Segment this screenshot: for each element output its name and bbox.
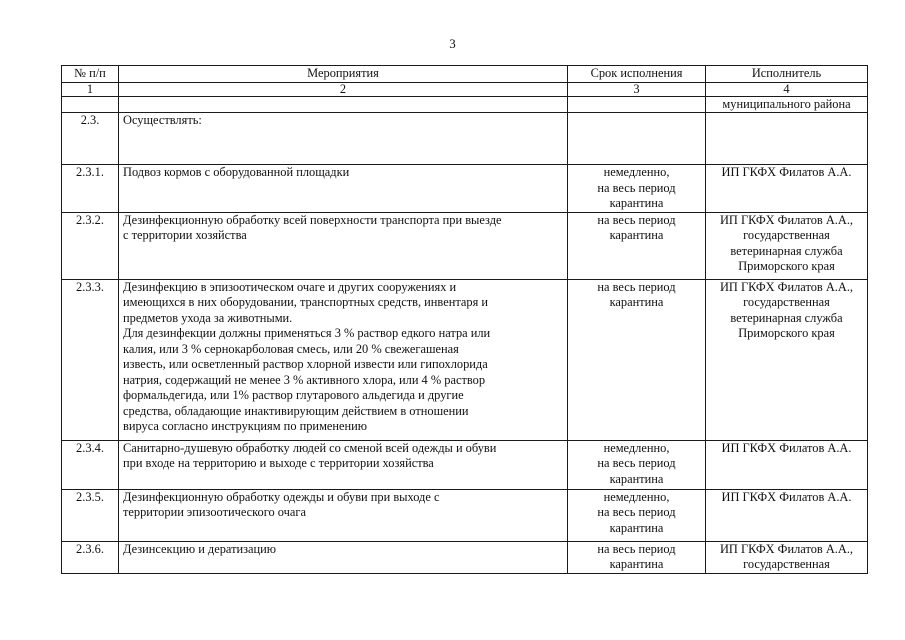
deadline-cell <box>568 113 706 165</box>
activity-line: известь, или осветленный раствор хлорной извести или гипохлорида <box>123 357 488 371</box>
activity-line: вируса согласно инструкциям по применению <box>123 419 368 433</box>
row-number: 2.3.2. <box>62 212 119 279</box>
row-number <box>62 96 119 113</box>
table-row <box>62 113 868 165</box>
table-row <box>62 165 868 213</box>
deadline-line: карантина <box>609 196 664 210</box>
executor-line: государственная <box>743 295 830 309</box>
table-row <box>62 279 868 440</box>
activity-line: формальдегида, или 1% раствор глутарового альдегида и другие <box>123 388 464 402</box>
activity-line: Дезинфекционную обработку одежды и обуви при выходе с <box>123 489 440 504</box>
column-number: 2 <box>119 82 568 96</box>
deadline-cell <box>568 279 706 440</box>
executor-line: ИП ГКФХ Филатов А.А. <box>721 489 852 504</box>
activity-line: натрия, содержащий не менее 3 % активного хлора, или 4 % раствор <box>123 372 486 387</box>
row-number: 2.3.1. <box>62 165 119 213</box>
executor-cell <box>706 212 868 279</box>
executor-line: ветеринарная служба <box>730 243 843 258</box>
executor-line: государственная <box>743 228 830 242</box>
header-deadline: Срок исполнения <box>568 66 706 83</box>
page-number: 3 <box>449 36 456 51</box>
executor-line: Приморского края <box>738 326 835 340</box>
deadline-line: карантина <box>609 520 664 535</box>
deadline-cell <box>568 165 706 213</box>
activity-line: Дезинфекционную обработку всей поверхности транспорта при выезде <box>123 212 502 227</box>
executor-line: муниципального района <box>722 96 851 111</box>
activity-cell <box>119 113 568 165</box>
deadline-cell <box>568 489 706 541</box>
activity-cell <box>119 440 568 489</box>
table-row <box>62 489 868 541</box>
deadline-line: немедленно, <box>603 489 670 504</box>
executor-cell <box>706 165 868 213</box>
activity-line: Дезинфекцию в эпизоотическом очаге и других сооружениях и <box>123 279 457 294</box>
table-row <box>62 212 868 279</box>
column-number: 4 <box>706 82 868 96</box>
measures-table <box>61 65 868 574</box>
deadline-line: на весь период <box>597 505 676 519</box>
table-row <box>62 541 868 573</box>
deadline-line: карантина <box>609 557 664 571</box>
column-number: 1 <box>62 82 119 96</box>
deadline-line: карантина <box>609 228 664 242</box>
deadline-line: на весь период <box>597 541 676 556</box>
activity-line: имеющихся в них оборудовании, транспортных средств, инвентаря и <box>123 295 489 309</box>
deadline-line: немедленно, <box>603 440 670 455</box>
deadline-line: карантина <box>609 471 664 486</box>
activity-cell <box>119 541 568 573</box>
deadline-line: на весь период <box>597 180 676 195</box>
activity-line: средства, обладающие инактивирующим действием в отношении <box>123 403 469 418</box>
executor-cell <box>706 279 868 440</box>
activity-line: Подвоз кормов с оборудованной площадки <box>123 165 350 179</box>
header-row <box>62 66 868 83</box>
activity-line: Санитарно-душевую обработку людей со сменой всей одежды и обуви <box>123 440 497 455</box>
activity-cell <box>119 96 568 113</box>
executor-line: ИП ГКФХ Филатов А.А., <box>719 541 854 556</box>
executor-line: государственная <box>743 557 830 571</box>
deadline-line: немедленно, <box>603 165 670 179</box>
activity-cell <box>119 212 568 279</box>
executor-line: ИП ГКФХ Филатов А.А., <box>719 279 854 294</box>
activity-line: при входе на территорию и выходе с территории хозяйства <box>123 456 434 470</box>
activity-line: калия, или 3 % сернокарболовая смесь, или 20 % свежегашеная <box>123 341 459 356</box>
executor-cell <box>706 113 868 165</box>
executor-line: Приморского края <box>738 259 835 273</box>
row-number: 2.3.5. <box>62 489 119 541</box>
column-number-row <box>62 82 868 96</box>
activity-line: Осуществлять: <box>123 113 202 127</box>
deadline-line: на весь период <box>597 456 676 470</box>
deadline-cell <box>568 96 706 113</box>
deadline-cell <box>568 212 706 279</box>
row-number: 2.3. <box>62 113 119 165</box>
deadline-line: карантина <box>609 295 664 309</box>
table-row <box>62 96 868 113</box>
header-activity: Мероприятия <box>119 66 568 83</box>
deadline-cell <box>568 440 706 489</box>
deadline-line: на весь период <box>597 279 676 294</box>
executor-line: ИП ГКФХ Филатов А.А. <box>721 165 852 179</box>
executor-line: ИП ГКФХ Филатов А.А., <box>719 212 854 227</box>
activity-cell <box>119 489 568 541</box>
executor-cell <box>706 96 868 113</box>
executor-cell <box>706 489 868 541</box>
row-number: 2.3.3. <box>62 279 119 440</box>
table-row <box>62 440 868 489</box>
column-number: 3 <box>568 82 706 96</box>
executor-line: ветеринарная служба <box>730 310 843 325</box>
activity-line: Для дезинфекции должны применяться 3 % раствор едкого натра или <box>123 326 491 340</box>
activity-line: предметов ухода за животными. <box>123 310 293 325</box>
executor-cell <box>706 440 868 489</box>
activity-cell <box>119 279 568 440</box>
row-number: 2.3.6. <box>62 541 119 573</box>
deadline-line: на весь период <box>597 212 676 227</box>
header-executor: Исполнитель <box>706 66 868 83</box>
activity-line: территории эпизоотического очага <box>123 505 306 519</box>
activity-line: Дезинсекцию и дератизацию <box>123 541 277 556</box>
row-number: 2.3.4. <box>62 440 119 489</box>
activity-line: с территории хозяйства <box>123 228 247 242</box>
deadline-cell <box>568 541 706 573</box>
executor-cell <box>706 541 868 573</box>
executor-line: ИП ГКФХ Филатов А.А. <box>721 440 852 455</box>
header-number: № п/п <box>62 66 119 83</box>
activity-cell <box>119 165 568 213</box>
